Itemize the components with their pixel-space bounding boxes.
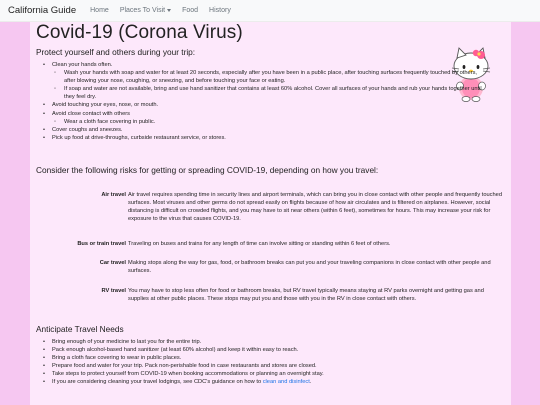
close-contact-sublist bbox=[60, 118, 488, 126]
protect-list bbox=[48, 61, 488, 142]
risk-label: Air travel bbox=[101, 192, 126, 198]
list-item-text: If you are considering cleaning your travel lodgings, see CDC's guidance on how to bbox=[52, 379, 263, 386]
list-item bbox=[48, 378, 488, 386]
hand-washing-sublist bbox=[60, 69, 488, 101]
caret-down-icon bbox=[167, 9, 171, 12]
clean-and-disinfect-link[interactable]: clean and disinfect bbox=[262, 379, 310, 386]
list-item: ◦ If soap and water are not available, bring and use hand sanitizer that contains at least 60% alcohol. Cover all surfaces of your hands and rub your hands together until they feel dry. bbox=[60, 85, 488, 101]
list-item-suffix: . bbox=[309, 379, 312, 386]
anticipate-heading: Anticipate Travel Needs bbox=[36, 324, 124, 334]
list-item: • Prepare food and water for your trip. Pack non-perishable food in case restaurants and stores are closed. bbox=[48, 362, 488, 370]
list-item: • Pick up food at drive-throughs, curbside restaurant service, or stores. bbox=[48, 134, 488, 142]
navbar bbox=[0, 0, 540, 22]
list-item bbox=[48, 110, 488, 126]
main-content bbox=[30, 22, 511, 405]
list-item: • Bring enough of your medicine to last you for the entire trip. bbox=[48, 338, 488, 346]
risk-description: Making stops along the way for gas, food, or bathroom breaks can put you and your traveling companions in close contact with other people and surfaces. bbox=[128, 260, 491, 275]
list-item: • Bring a cloth face covering to wear in public places. bbox=[48, 354, 488, 362]
list-item: • Pack enough alcohol-based hand sanitizer (at least 60% alcohol) and keep it within easy to reach. bbox=[48, 346, 488, 354]
nav-link-history[interactable]: History bbox=[209, 7, 231, 14]
list-item: ◦ Wash your hands with soap and water for at least 20 seconds, especially after you have been in a public place, after touching surfaces frequently touched by others, after blowing your nose, coughing, or sneezing, and before touching your face or eating. bbox=[60, 69, 488, 85]
nav-link-home[interactable]: Home bbox=[90, 7, 109, 14]
list-item-text: Clean your hands often. bbox=[52, 62, 113, 68]
risk-label: Bus or train travel bbox=[77, 241, 126, 247]
list-item: • Cover coughs and sneezes. bbox=[48, 126, 488, 134]
list-item-text: Avoid close contact with others bbox=[52, 110, 130, 117]
risks-heading: Consider the following risks for getting or spreading COVID-19, depending on how you travel: bbox=[36, 165, 379, 175]
protect-heading: Protect yourself and others during your trip: bbox=[36, 47, 196, 57]
list-item: ◦ Wear a cloth face covering in public. bbox=[60, 118, 488, 126]
list-item bbox=[48, 61, 488, 101]
navbar-brand[interactable]: California Guide bbox=[8, 5, 77, 16]
page-title: Covid-19 (Corona Virus) bbox=[36, 22, 243, 43]
risk-description: Traveling on buses and trains for any length of time can involve sitting or standing within 6 feet of others. bbox=[128, 241, 391, 247]
risk-description: Air travel requires spending time in security lines and airport terminals, which can bring you in close contact with other people and frequently touched surfaces. Most viruses and other germs do not spread easily on flights because of how air circulates and is filtered on airplanes. However, social distancing is difficult on crowded flights, and you may have to sit near others (within 6 feet), sometimes for hours. This may increase your risk for exposure to the virus that causes COVID-19. bbox=[128, 192, 502, 223]
list-item: • Take steps to protect yourself from COVID-19 when booking accommodations or planning an overnight stay. bbox=[48, 370, 488, 378]
nav-link-food[interactable]: Food bbox=[182, 7, 199, 14]
risk-label: RV travel bbox=[101, 288, 126, 294]
list-item: • Avoid touching your eyes, nose, or mouth. bbox=[48, 101, 488, 109]
anticipate-list bbox=[48, 338, 488, 387]
risk-label: Car travel bbox=[99, 260, 126, 266]
nav-link-places-label: Places To Visit bbox=[119, 7, 166, 14]
risk-description: You may have to stop less often for food or bathroom breaks, but RV travel typically means staying at RV parks overnight and getting gas and supplies at other public places. These stops may put you and those with you in the RV in close contact with others. bbox=[128, 288, 484, 303]
nav-dropdown-places[interactable] bbox=[120, 7, 171, 14]
